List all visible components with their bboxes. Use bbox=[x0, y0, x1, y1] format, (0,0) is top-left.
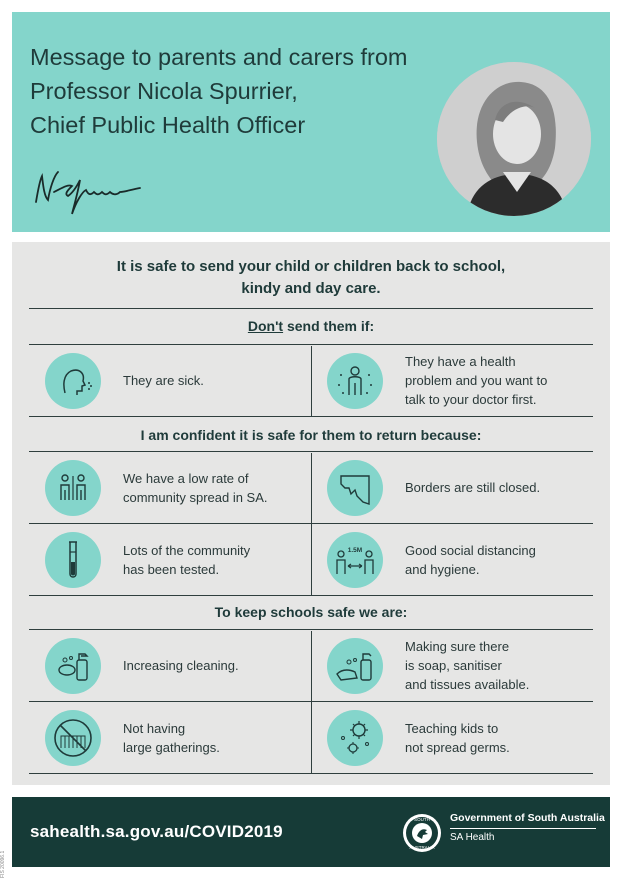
document-code: FIS 20096.1 bbox=[0, 850, 6, 878]
item-line: Making sure there bbox=[405, 639, 510, 654]
list-item bbox=[29, 525, 311, 595]
item-line: Good social distancing bbox=[405, 543, 536, 558]
item-line: Borders are still closed. bbox=[405, 480, 541, 495]
divider bbox=[29, 523, 593, 524]
item-text bbox=[123, 469, 313, 507]
list-item bbox=[29, 631, 311, 701]
item-line: community spread in SA. bbox=[123, 490, 268, 505]
intro-line-2: kindy and day care. bbox=[241, 280, 381, 297]
divider bbox=[29, 629, 593, 630]
keep-safe-heading: To keep schools safe we are: bbox=[214, 604, 408, 620]
header-title-line-1: Message to parents and carers from bbox=[30, 44, 408, 70]
sick-person-icon bbox=[45, 353, 101, 409]
list-item bbox=[29, 453, 311, 523]
footer bbox=[12, 797, 610, 867]
item-line: problem and you want to bbox=[405, 373, 548, 388]
crest-text-top: SOUTH bbox=[414, 817, 430, 822]
department-name: SA Health bbox=[450, 832, 495, 843]
hand-sanitiser-icon bbox=[327, 638, 383, 694]
item-line: has been tested. bbox=[123, 562, 220, 577]
item-line: Teaching kids to bbox=[405, 721, 499, 736]
item-line: They have a health bbox=[405, 354, 516, 369]
list-item bbox=[311, 703, 593, 773]
no-gatherings-icon bbox=[45, 710, 101, 766]
item-line: and tissues available. bbox=[405, 677, 530, 692]
item-text bbox=[123, 541, 313, 579]
header-banner bbox=[12, 12, 610, 232]
item-line: not spread germs. bbox=[405, 740, 510, 755]
item-line: We have a low rate of bbox=[123, 471, 249, 486]
divider bbox=[29, 451, 593, 452]
item-line: large gatherings. bbox=[123, 740, 220, 755]
confident-heading: I am confident it is safe for them to return because: bbox=[140, 427, 482, 443]
divider bbox=[29, 595, 593, 596]
list-item bbox=[311, 346, 593, 416]
signature-image bbox=[28, 162, 178, 218]
header-title bbox=[30, 40, 450, 142]
list-item bbox=[311, 631, 593, 701]
item-text bbox=[405, 719, 595, 757]
item-line: Increasing cleaning. bbox=[123, 658, 239, 673]
people-apart-icon bbox=[45, 460, 101, 516]
portrait-photo bbox=[437, 62, 591, 216]
item-text bbox=[405, 541, 595, 579]
divider bbox=[29, 308, 593, 309]
item-text bbox=[123, 371, 313, 390]
header-title-line-3: Chief Public Health Officer bbox=[30, 112, 306, 138]
item-text bbox=[405, 637, 595, 694]
list-item bbox=[29, 703, 311, 773]
health-problem-person-icon bbox=[327, 353, 383, 409]
divider bbox=[29, 344, 593, 345]
sa-map-icon bbox=[327, 460, 383, 516]
item-line: Lots of the community bbox=[123, 543, 251, 558]
test-tube-icon bbox=[45, 532, 101, 588]
divider bbox=[450, 828, 596, 829]
government-name: Government of South Australia bbox=[450, 812, 605, 824]
dont-send-heading bbox=[29, 318, 593, 334]
distance-badge: 1.5M bbox=[347, 547, 363, 554]
item-line: and hygiene. bbox=[405, 562, 480, 577]
main-panel bbox=[12, 242, 610, 785]
cleaning-spray-icon bbox=[45, 638, 101, 694]
social-distancing-icon bbox=[327, 532, 383, 588]
list-item bbox=[311, 525, 593, 595]
item-text bbox=[123, 656, 313, 675]
intro-statement bbox=[12, 256, 610, 300]
item-text bbox=[405, 352, 595, 409]
intro-line-1: It is safe to send your child or children back to school, bbox=[116, 258, 506, 275]
divider bbox=[29, 701, 593, 702]
website-link[interactable]: sahealth.sa.gov.au/COVID2019 bbox=[30, 822, 283, 841]
divider bbox=[29, 416, 593, 417]
item-line: They are sick. bbox=[123, 373, 204, 388]
header-title-line-2: Professor Nicola Spurrier, bbox=[30, 78, 298, 104]
state-crest-logo bbox=[401, 812, 443, 854]
list-item bbox=[29, 346, 311, 416]
dont-underlined: Don't bbox=[247, 318, 284, 334]
divider bbox=[29, 773, 593, 774]
germs-icon bbox=[327, 710, 383, 766]
item-text bbox=[123, 719, 313, 757]
item-line: is soap, sanitiser bbox=[405, 658, 502, 673]
crest-text-bottom: AUSTRALIA bbox=[409, 845, 435, 850]
item-line: Not having bbox=[123, 721, 186, 736]
item-text bbox=[405, 478, 595, 497]
dont-heading-rest: send them if: bbox=[283, 318, 375, 334]
item-line: talk to your doctor first. bbox=[405, 392, 537, 407]
list-item bbox=[311, 453, 593, 523]
